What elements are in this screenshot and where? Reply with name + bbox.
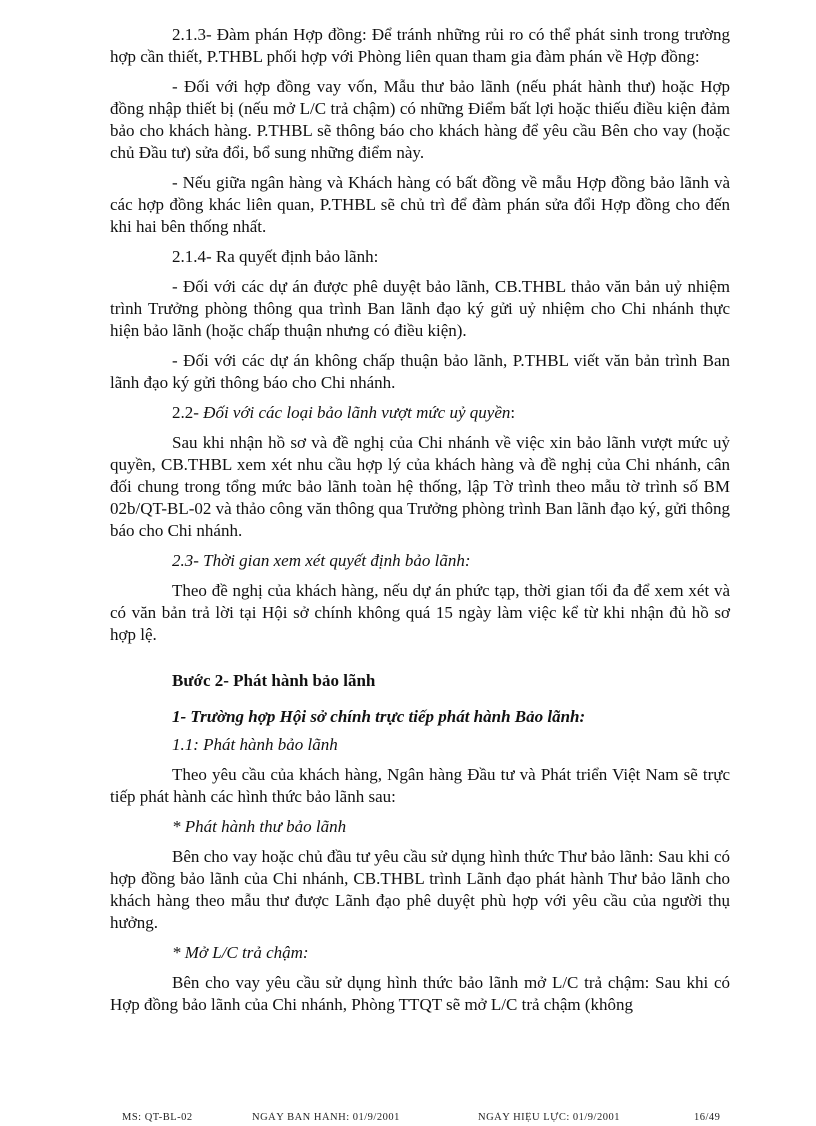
footer-document-code: MS: QT-BL-02 <box>122 1112 193 1123</box>
paragraph-rejected-projects: - Đối với các dự án không chấp thuận bảo lãnh, P.THBL viết văn bản trình Ban lãnh đạo ký gửi thông báo cho Chi nhánh. <box>110 351 730 392</box>
paragraph-review-time: Theo đề nghị của khách hàng, nếu dự án phức tạp, thời gian tối đa để xem xét và có văn bản trả lời tại Hội sở chính không quá 15 ngày làm việc kể từ khi nhận đủ hồ sơ hợp lệ. <box>110 581 730 644</box>
section-number: 2.2- <box>172 403 204 422</box>
subsection-1-1: 1.1: Phát hành bảo lãnh <box>172 735 338 754</box>
section-title: Đối với các loại bảo lãnh vượt mức uỷ quyền <box>203 403 511 422</box>
page-footer <box>122 1112 732 1126</box>
footer-page-number: 16/49 <box>694 1112 721 1123</box>
paragraph-guarantee-forms: Theo yêu cầu của khách hàng, Ngân hàng Đầu tư và Phát triển Việt Nam sẽ trực tiếp phát hành các hình thức bảo lãnh sau: <box>110 765 730 806</box>
section-colon: : <box>510 403 516 422</box>
footer-effective-date: NGÀY HIỆU LỰC: 01/9/2001 <box>478 1112 620 1123</box>
footer-issue-date: NGÀY BAN HÀNH: 01/9/2001 <box>252 1112 400 1123</box>
step-2-heading: Bước 2- Phát hành bảo lãnh <box>172 671 376 690</box>
section-1-heading: 1- Trường hợp Hội sở chính trực tiếp phát hành Bảo lãnh: <box>172 707 586 726</box>
paragraph-over-authorization: Sau khi nhận hồ sơ và đề nghị của Chi nhánh về việc xin bảo lãnh vượt mức uỷ quyền, CB.THBL xem xét nhu cầu hợp lý của khách hàng và đề nghị của Chi nhánh, cân đối chung trong tổng mức bảo lãnh toàn hệ thống, lập Tờ trình theo mẫu tờ trình số BM 02b/QT-BL-02 và thảo công văn thông qua Trưởng phòng trình Ban lãnh đạo ký, gửi thông báo cho Chi nhánh. <box>110 433 730 540</box>
bullet-deferred-lc: * Mở L/C trả chậm: <box>172 943 309 962</box>
paragraph-disagreement: - Nếu giữa ngân hàng và Khách hàng có bất đồng về mẫu Hợp đồng bảo lãnh và các hợp đồng khác liên quan, P.THBL sẽ chủ trì để đàm phán sửa đổi Hợp đồng cho đến khi hai bên thống nhất. <box>110 173 730 236</box>
paragraph-2-3: 2.3- Thời gian xem xét quyết định bảo lãnh: <box>172 551 471 570</box>
paragraph-loan-contract: - Đối với hợp đồng vay vốn, Mẫu thư bảo lãnh (nếu phát hành thư) hoặc Hợp đồng nhập thiết bị (nếu mở L/C trả chậm) có những Điểm bất lợi hoặc thiếu điều kiện đảm bảo cho khách hàng. P.THBL sẽ thông báo cho khách hàng để yêu cầu Bên cho vay (hoặc chủ Đầu tư) sửa đổi, bổ sung những điểm này. <box>110 77 730 162</box>
paragraph-2-2 <box>110 402 730 424</box>
paragraph-approved-projects: - Đối với các dự án được phê duyệt bảo lãnh, CB.THBL thảo văn bản uỷ nhiệm trình Trưởng phòng thông qua trình Ban lãnh đạo ký gửi uỷ nhiệm cho Chi nhánh thực hiện bảo lãnh (hoặc chấp thuận nhưng có điều kiện). <box>110 277 730 340</box>
paragraph-2-1-3: 2.1.3- Đàm phán Hợp đồng: Để tránh những rủi ro có thể phát sinh trong trường hợp cần thiết, P.THBL phối hợp với Phòng liên quan tham gia đàm phán về Hợp đồng: <box>110 25 730 66</box>
document-body <box>110 24 730 1024</box>
paragraph-2-1-4: 2.1.4- Ra quyết định bảo lãnh: <box>172 247 379 266</box>
paragraph-guarantee-letter: Bên cho vay hoặc chủ đầu tư yêu cầu sử dụng hình thức Thư bảo lãnh: Sau khi có hợp đồng bảo lãnh của Chi nhánh, CB.THBL trình Lãnh đạo phát hành Thư bảo lãnh cho khách hàng theo mẫu thư được Lãnh đạo phê duyệt phù hợp với yêu cầu của người thụ hưởng. <box>110 847 730 932</box>
paragraph-deferred-lc: Bên cho vay yêu cầu sử dụng hình thức bảo lãnh mở L/C trả chậm: Sau khi có Hợp đồng bảo lãnh của Chi nhánh, Phòng TTQT sẽ mở L/C trả chậm (không <box>110 973 730 1014</box>
bullet-guarantee-letter: * Phát hành thư bảo lãnh <box>172 817 347 836</box>
